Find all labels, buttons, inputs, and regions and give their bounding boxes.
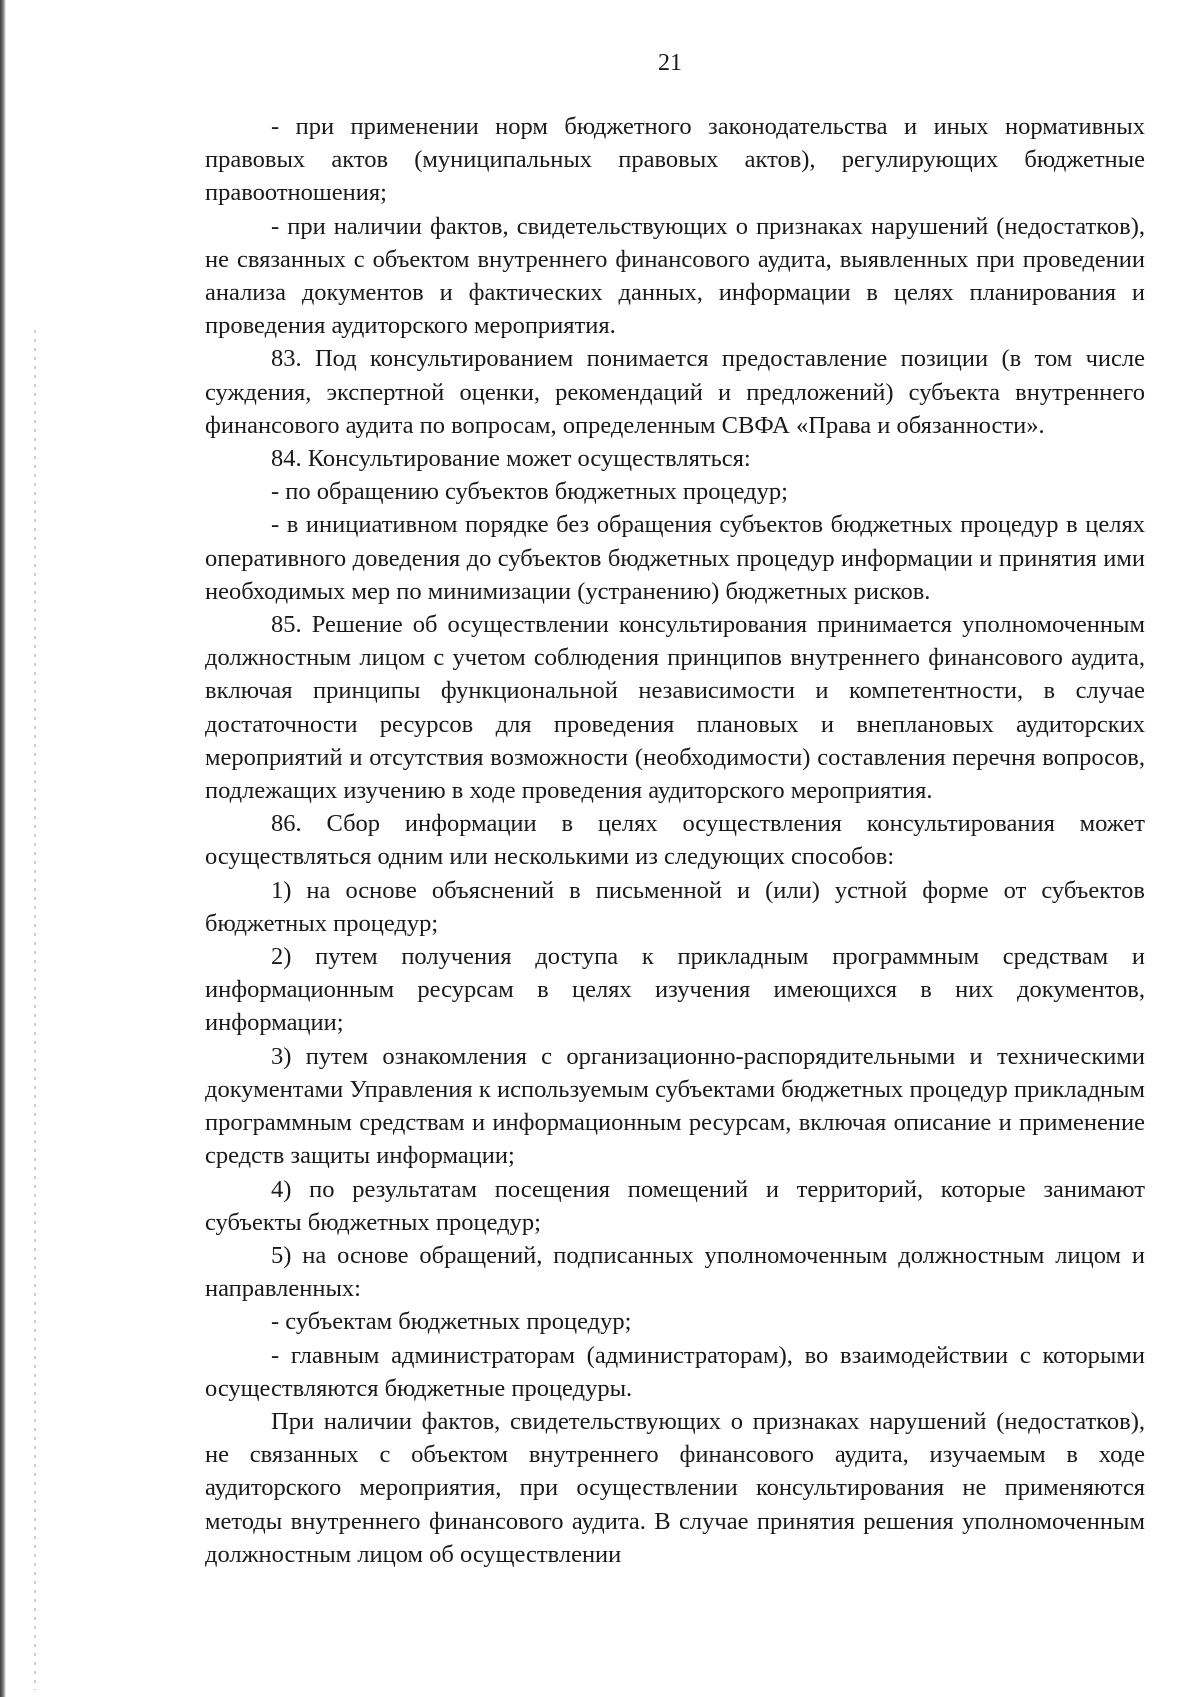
paragraph-violation-facts: - при наличии фактов, свидетельствующих о признаках нарушений (недостатков), не связанных с объектом внутреннего финансового аудита, выявленных при проведении анализа документов и фактических данных, информации в целях планирования и проведения аудиторского мероприятия.	[205, 212, 1145, 340]
paragraph-method-5-recipients-1: - субъектам бюджетных процедур;	[271, 1308, 632, 1336]
paragraph-budget-legislation: - при применении норм бюджетного законодательства и иных нормативных правовых актов (муниципальных правовых актов), регулирующих бюджетные правоотношения;	[205, 113, 1145, 207]
paragraph-method-3: 3) путем ознакомления с организационно-распорядительными и техническими документами Управления к используемым субъектами бюджетных процедур прикладным программным средствам и информационным ресурсам, включая описание и применение средств защиты информации;	[205, 1042, 1145, 1170]
paragraph-initiative: - в инициативном порядке без обращения субъектов бюджетных процедур в целях оперативного доведения до субъектов бюджетных процедур информации и принятия ими необходимых мер по минимизации (устранению) бюджетных рисков.	[205, 511, 1145, 605]
document-body	[205, 110, 1145, 1571]
paragraph-83-consulting-definition: 83. Под консультированием понимается предоставление позиции (в том числе суждения, экспертной оценки, рекомендаций и предложений) субъекта внутреннего финансового аудита по вопросам, определенным СВФА «Права и обязанности».	[205, 345, 1145, 439]
scan-binding-marks	[34, 330, 36, 1690]
paragraph-method-4: 4) по результатам посещения помещений и территорий, которые занимают субъекты бюджетных процедур;	[205, 1175, 1145, 1236]
paragraph-method-1: 1) на основе объяснений в письменной и (или) устной форме от субъектов бюджетных процедур;	[205, 876, 1145, 937]
page-number: 21	[658, 50, 682, 76]
paragraph-84-consulting-modes: 84. Консультирование может осуществляться:	[271, 445, 751, 473]
scan-left-edge	[0, 0, 6, 1697]
paragraph-violation-note: При наличии фактов, свидетельствующих о признаках нарушений (недостатков), не связанных с объектом внутреннего финансового аудита, изучаемым в ходе аудиторского мероприятия, при осуществлении консультирования не применяются методы внутреннего финансового аудита. В случае принятия решения уполномоченным должностным лицом об осуществлении	[205, 1407, 1145, 1568]
paragraph-method-5-recipients-2: - главным администраторам (администраторам), во взаимодействии с которыми осуществляются бюджетные процедуры.	[205, 1341, 1145, 1402]
paragraph-method-2: 2) путем получения доступа к прикладным программным средствам и информационным ресурсам в целях изучения имеющихся в них документов, информации;	[205, 943, 1145, 1037]
paragraph-86-information-collection: 86. Сбор информации в целях осуществления консультирования может осуществляться одним или несколькими из следующих способов:	[205, 810, 1145, 871]
paragraph-by-request: - по обращению субъектов бюджетных процедур;	[271, 478, 788, 506]
paragraph-85-decision: 85. Решение об осуществлении консультирования принимается уполномоченным должностным лицом с учетом соблюдения принципов внутреннего финансового аудита, включая принципы функциональной независимости и компетентности, в случае достаточности ресурсов для проведения плановых и внеплановых аудиторских мероприятий и отсутствия возможности (необходимости) составления перечня вопросов, подлежащих изучению в ходе проведения аудиторского мероприятия.	[205, 611, 1145, 805]
paragraph-method-5: 5) на основе обращений, подписанных уполномоченным должностным лицом и направленных:	[205, 1241, 1145, 1303]
